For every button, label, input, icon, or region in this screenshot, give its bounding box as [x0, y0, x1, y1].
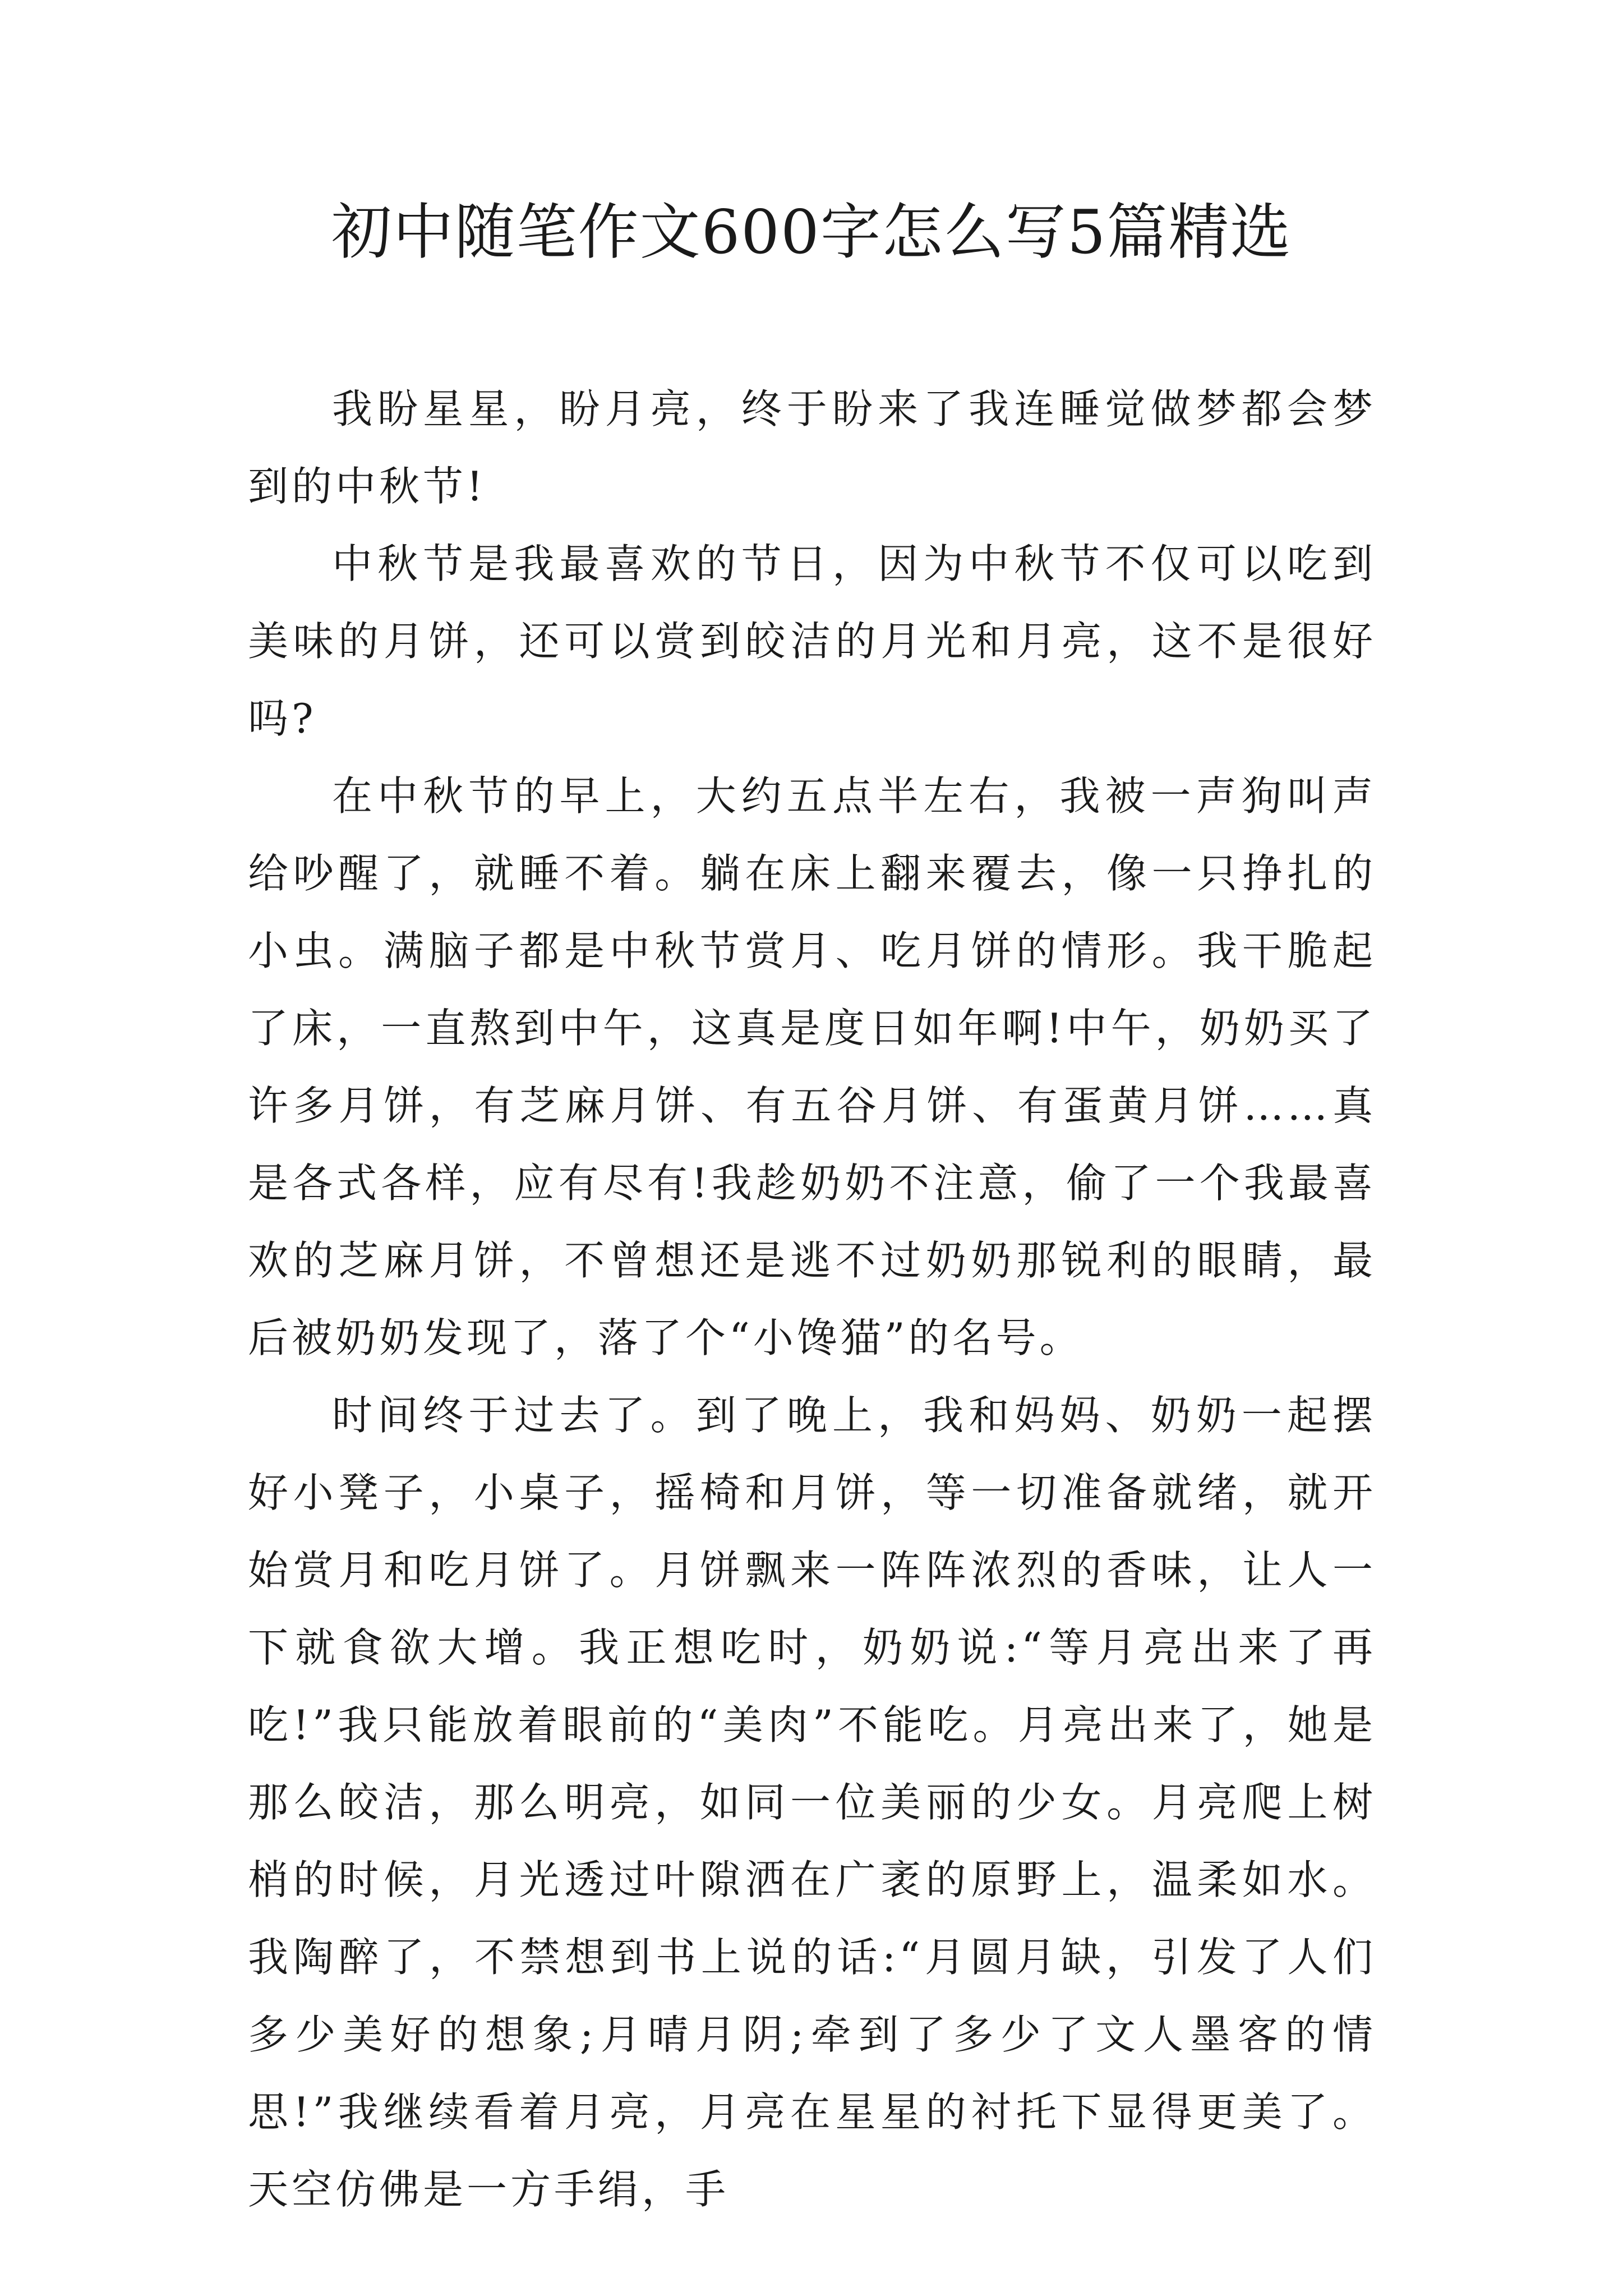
paragraph: 中秋节是我最喜欢的节日，因为中秋节不仅可以吃到美味的月饼，还可以赏到皎洁的月光和月亮，这不是很好吗? — [248, 540, 1376, 742]
document-body — [248, 370, 1376, 2228]
document-title: 初中随笔作文600字怎么写5篇精选 — [331, 197, 1292, 268]
paragraph: 在中秋节的早上，大约五点半左右，我被一声狗叫声给吵醒了，就睡不着。躺在床上翻来覆去，像一只挣扎的小虫。满脑子都是中秋节赏月、吃月饼的情形。我干脆起了床，一直熬到中午，这真是度日如年啊!中午，奶奶买了许多月饼，有芝麻月饼、有五谷月饼、有蛋黄月饼……真是各式各样，应有尽有!我趁奶奶不注意，偷了一个我最喜欢的芝麻月饼，不曾想还是逃不过奶奶那锐利的眼睛，最后被奶奶发现了，落了个“小馋猫”的名号。 — [248, 772, 1376, 1361]
paragraph: 我盼星星，盼月亮，终于盼来了我连睡觉做梦都会梦到的中秋节! — [248, 385, 1376, 510]
paragraph: 时间终于过去了。到了晚上，我和妈妈、奶奶一起摆好小凳子，小桌子，摇椅和月饼，等一切准备就绪，就开始赏月和吃月饼了。月饼飘来一阵阵浓烈的香味，让人一下就食欲大增。我正想吃时，奶奶说:“等月亮出来了再吃!”我只能放着眼前的“美肉”不能吃。月亮出来了，她是那么皎洁，那么明亮，如同一位美丽的少女。月亮爬上树梢的时候，月光透过叶隙洒在广袤的原野上，温柔如水。我陶醉了，不禁想到书上说的话:“月圆月缺，引发了人们多少美好的想象;月晴月阴;牵到了多少了文人墨客的情思!”我继续看着月亮，月亮在星星的衬托下显得更美了。天空仿佛是一方手绢，手 — [248, 1392, 1376, 2213]
